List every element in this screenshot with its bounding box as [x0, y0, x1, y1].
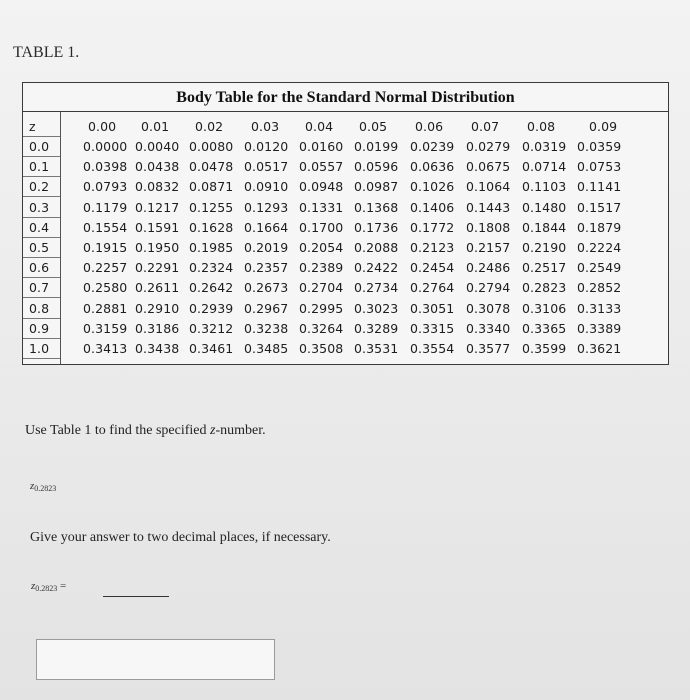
- table-cell: 0.2389: [299, 260, 344, 276]
- table-row: [23, 258, 668, 278]
- table-cell: 0.2852: [577, 280, 622, 296]
- table-cell: 0.2054: [299, 240, 344, 255]
- table-row: [23, 198, 668, 218]
- z-value: 0.4: [23, 218, 60, 238]
- table-cell: 0.2995: [299, 300, 344, 316]
- table-cell: 0.2454: [410, 260, 455, 276]
- table-cell: 0.2291: [135, 260, 180, 276]
- table-row: [23, 137, 668, 157]
- table-cell: 0.2764: [410, 280, 455, 296]
- table-cell: 0.3438: [135, 341, 180, 356]
- z-value: 0.9: [23, 319, 60, 339]
- column-header: 0.06: [415, 119, 444, 134]
- table-cell: 0.3159: [83, 320, 128, 336]
- answer-equation-label: [31, 580, 66, 592]
- table-cell: 0.3133: [577, 300, 622, 316]
- table-cell: 0.1517: [577, 199, 622, 215]
- table-heading: TABLE 1.: [13, 44, 80, 61]
- table-cell: 0.0557: [299, 159, 344, 175]
- table-cell: 0.3023: [354, 300, 399, 316]
- column-header: 0.00: [88, 119, 117, 134]
- z-value: 0.5: [23, 238, 60, 258]
- table-cell: 0.3186: [135, 320, 180, 336]
- normal-distribution-table: [22, 82, 669, 365]
- table-cell: 0.2190: [522, 240, 567, 255]
- column-header: 0.07: [471, 119, 500, 134]
- table-cell: 0.2422: [354, 260, 399, 276]
- table-row: [23, 218, 668, 238]
- table-cell: 0.1255: [189, 199, 234, 215]
- table-cell: 0.3413: [83, 341, 128, 356]
- table-cell: 0.3340: [466, 320, 511, 336]
- table-cell: 0.1141: [577, 179, 622, 195]
- column-header: 0.08: [527, 119, 556, 134]
- table-cell: 0.1844: [522, 219, 567, 235]
- answer-blank-line: [103, 596, 169, 597]
- table-cell: 0.2123: [410, 240, 455, 255]
- table-cell: 0.3106: [522, 300, 567, 316]
- table-cell: 0.1628: [189, 219, 234, 235]
- table-cell: 0.1700: [299, 219, 344, 235]
- z-subscript: 0.2823: [34, 484, 57, 493]
- table-cell: 0.2088: [354, 240, 399, 255]
- instruction-variable: z: [210, 423, 216, 438]
- table-cell: 0.2019: [244, 240, 289, 255]
- instruction-suffix: -number.: [215, 423, 266, 438]
- table-cell: 0.1480: [522, 199, 567, 215]
- table-cell: 0.1064: [466, 179, 511, 195]
- table-cell: 0.1808: [466, 219, 511, 235]
- equals-sign: =: [57, 580, 67, 592]
- table-cell: 0.1217: [135, 199, 180, 215]
- table-cell: 0.0832: [135, 179, 180, 195]
- table-header-row: [23, 117, 668, 137]
- answer-note: Give your answer to two decimal places, if necessary.: [30, 530, 331, 545]
- table-cell: 0.3485: [244, 341, 289, 356]
- table-cell: 0.2486: [466, 260, 511, 276]
- column-header: 0.04: [305, 119, 334, 134]
- table-cell: 0.3365: [522, 320, 567, 336]
- z-value: 0.7: [23, 278, 60, 298]
- column-header: 0.03: [251, 119, 280, 134]
- table-cell: 0.1179: [83, 199, 128, 215]
- table-cell: 0.3599: [522, 341, 567, 356]
- target-z-label: [30, 480, 56, 492]
- table-cell: 0.2157: [466, 240, 511, 255]
- table-cell: 0.1950: [135, 240, 180, 255]
- table-cell: 0.0160: [299, 139, 344, 154]
- table-cell: 0.3621: [577, 341, 622, 356]
- table-cell: 0.3051: [410, 300, 455, 316]
- table-cell: 0.0398: [83, 159, 128, 175]
- table-cell: 0.1591: [135, 219, 180, 235]
- table-cell: 0.2224: [577, 240, 622, 255]
- column-header: 0.02: [195, 119, 224, 134]
- table-cell: 0.1736: [354, 219, 399, 235]
- table-caption: Body Table for the Standard Normal Distribution: [176, 89, 515, 106]
- table-cell: 0.2611: [135, 280, 180, 296]
- table-cell: 0.0279: [466, 139, 511, 154]
- table-cell: 0.3531: [354, 341, 399, 356]
- z-header: z: [23, 117, 60, 137]
- table-cell: 0.2673: [244, 280, 289, 296]
- table-cell: 0.0080: [189, 139, 234, 154]
- table-cell: 0.3238: [244, 320, 289, 336]
- table-cell: 0.3508: [299, 341, 344, 356]
- table-cell: 0.0793: [83, 179, 128, 195]
- table-cell: 0.0714: [522, 159, 567, 175]
- table-cell: 0.3264: [299, 320, 344, 336]
- table-row: [23, 238, 668, 258]
- z-subscript: 0.2823: [35, 584, 58, 593]
- table-cell: 0.1331: [299, 199, 344, 215]
- column-header: 0.09: [589, 119, 618, 134]
- table-cell: 0.2939: [189, 300, 234, 316]
- table-cell: 0.0120: [244, 139, 289, 154]
- table-cell: 0.0948: [299, 179, 344, 195]
- table-row: [23, 299, 668, 319]
- z-value: 0.0: [23, 137, 60, 157]
- table-cell: 0.2823: [522, 280, 567, 296]
- answer-input[interactable]: [36, 639, 275, 680]
- table-cell: 0.3315: [410, 320, 455, 336]
- table-cell: 0.2549: [577, 260, 622, 276]
- table-cell: 0.2642: [189, 280, 234, 296]
- table-cell: 0.0596: [354, 159, 399, 175]
- table-cell: 0.1368: [354, 199, 399, 215]
- table-cell: 0.0359: [577, 139, 622, 154]
- z-value: 0.2: [23, 177, 60, 197]
- table-cell: 0.0239: [410, 139, 455, 154]
- table-cell: 0.2734: [354, 280, 399, 296]
- table-cell: 0.1664: [244, 219, 289, 235]
- table-cell: 0.0319: [522, 139, 567, 154]
- table-cell: 0.1985: [189, 240, 234, 255]
- table-cell: 0.1103: [522, 179, 567, 195]
- z-value: 0.1: [23, 157, 60, 177]
- table-cell: 0.2257: [83, 260, 128, 276]
- instruction-text: [25, 423, 266, 439]
- table-cell: 0.0675: [466, 159, 511, 175]
- table-cell: 0.2910: [135, 300, 180, 316]
- table-cell: 0.0987: [354, 179, 399, 195]
- table-cell: 0.1554: [83, 219, 128, 235]
- z-value: 0.6: [23, 258, 60, 278]
- table-cell: 0.2881: [83, 300, 128, 316]
- table-cell: 0.3577: [466, 341, 511, 356]
- table-cell: 0.3554: [410, 341, 455, 356]
- instruction-prefix: Use Table 1 to find the specified: [25, 423, 210, 438]
- table-cell: 0.0753: [577, 159, 622, 175]
- z-symbol: z: [31, 580, 36, 592]
- table-cell: 0.2517: [522, 260, 567, 276]
- column-header: 0.05: [359, 119, 388, 134]
- table-row: [23, 278, 668, 298]
- table-cell: 0.1915: [83, 240, 128, 255]
- table-cell: 0.3461: [189, 341, 234, 356]
- table-cell: 0.3078: [466, 300, 511, 316]
- table-cell: 0.0910: [244, 179, 289, 195]
- table-cell: 0.0871: [189, 179, 234, 195]
- table-cell: 0.2580: [83, 280, 128, 296]
- table-cell: 0.1026: [410, 179, 455, 195]
- z-value: 0.3: [23, 198, 60, 218]
- table-cell: 0.0000: [83, 139, 128, 154]
- table-row: [23, 319, 668, 339]
- table-cell: 0.1772: [410, 219, 455, 235]
- table-cell: 0.1879: [577, 219, 622, 235]
- table-cell: 0.1406: [410, 199, 455, 215]
- table-row: [23, 177, 668, 197]
- table-cell: 0.1443: [466, 199, 511, 215]
- caption-divider: [23, 111, 668, 112]
- table-cell: 0.0199: [354, 139, 399, 154]
- z-value: 1.0: [23, 339, 60, 359]
- table-cell: 0.3289: [354, 320, 399, 336]
- table-cell: 0.3212: [189, 320, 234, 336]
- table-cell: 0.0517: [244, 159, 289, 175]
- table-cell: 0.2324: [189, 260, 234, 276]
- table-cell: 0.0636: [410, 159, 455, 175]
- table-row: [23, 339, 668, 359]
- table-cell: 0.0438: [135, 159, 180, 175]
- table-cell: 0.0040: [135, 139, 180, 154]
- table-cell: 0.3389: [577, 320, 622, 336]
- table-cell: 0.2357: [244, 260, 289, 276]
- column-header: 0.01: [141, 119, 170, 134]
- table-cell: 0.2967: [244, 300, 289, 316]
- table-cell: 0.2704: [299, 280, 344, 296]
- table-cell: 0.1293: [244, 199, 289, 215]
- table-row: [23, 157, 668, 177]
- table-cell: 0.0478: [189, 159, 234, 175]
- z-value: 0.8: [23, 299, 60, 319]
- z-symbol: z: [30, 480, 35, 492]
- table-cell: 0.2794: [466, 280, 511, 296]
